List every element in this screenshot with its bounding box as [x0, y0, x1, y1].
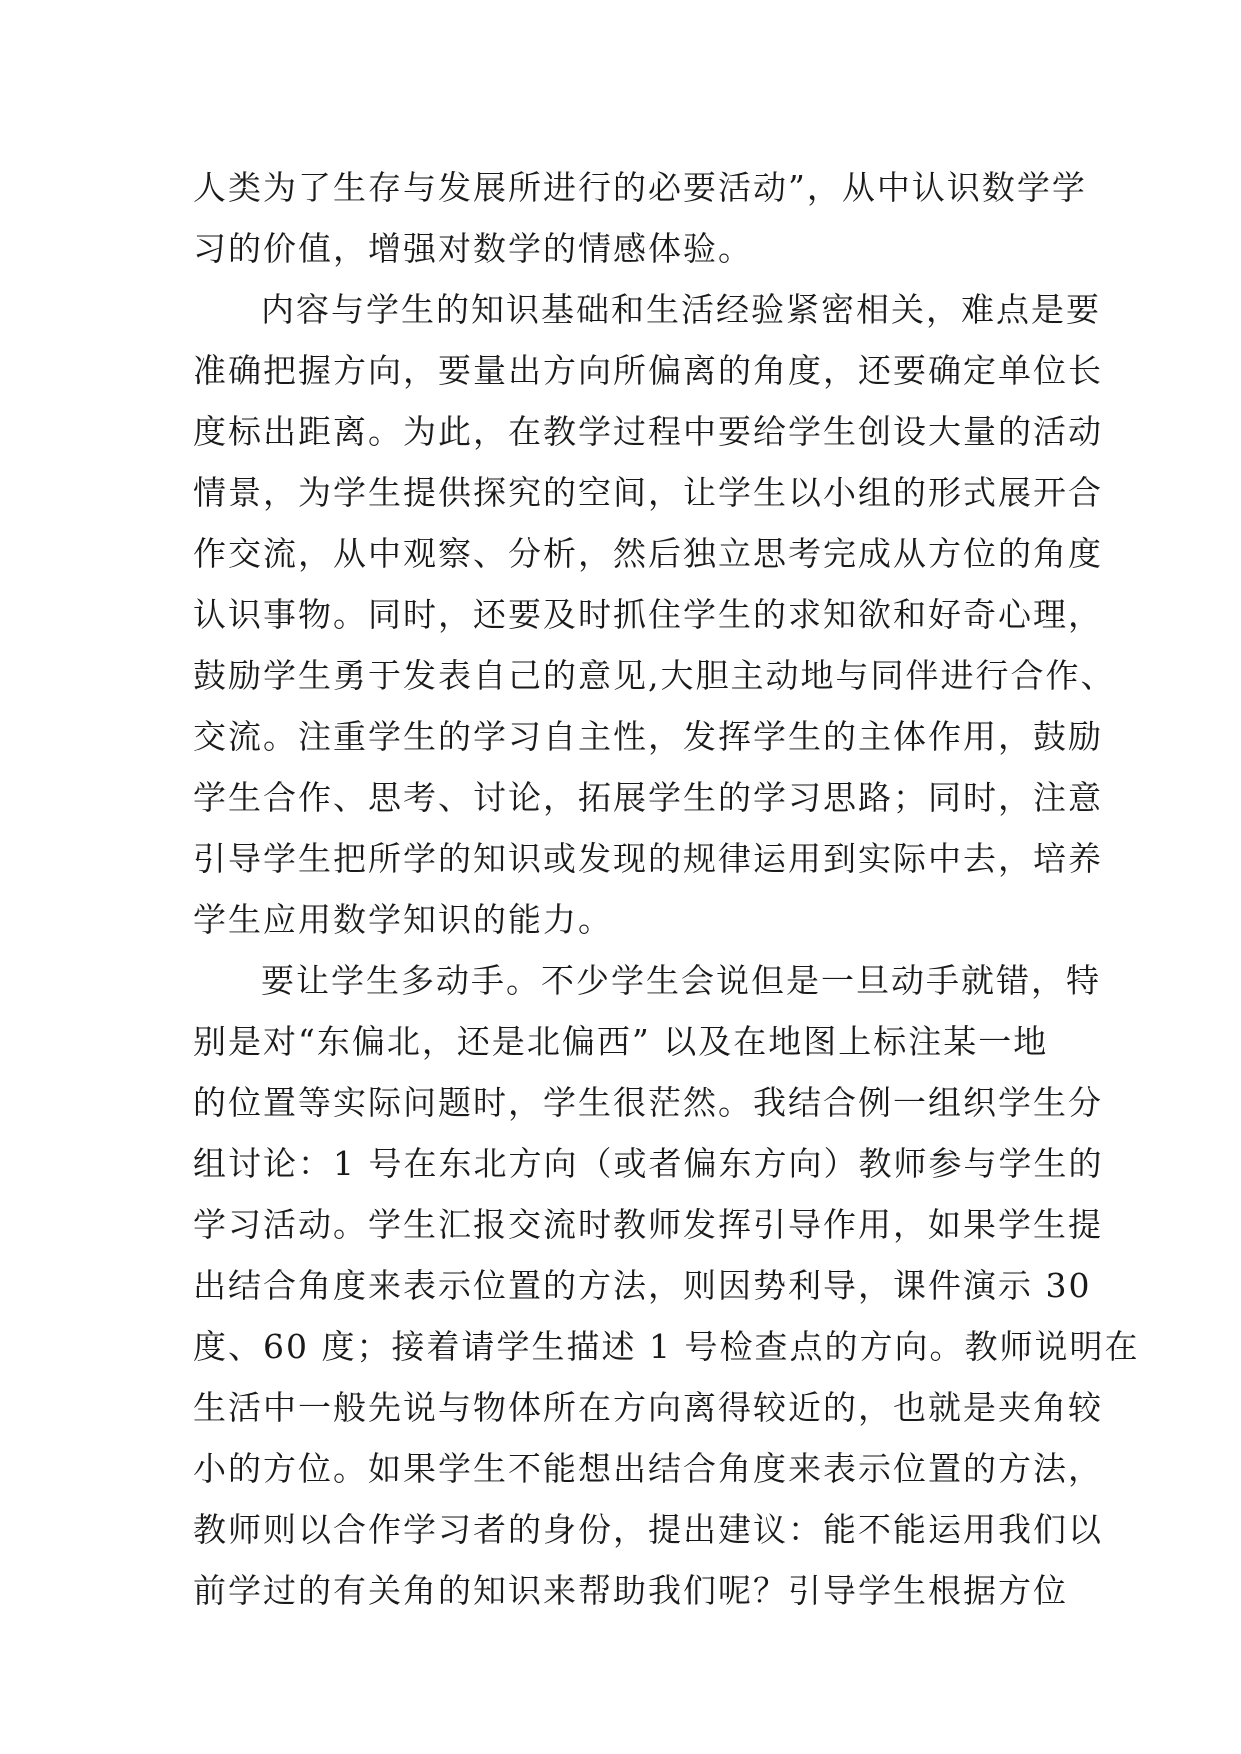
text-line: 前学过的有关角的知识来帮助我们呢？引导学生根据方位: [193, 1571, 1068, 1610]
text-line: 别是对“东偏北，还是北偏西” 以及在地图上标注某一地: [193, 1022, 1049, 1061]
text-line: 小的方位。如果学生不能想出结合角度来表示位置的方法，: [193, 1449, 1103, 1488]
text-line: 情景，为学生提供探究的空间，让学生以小组的形式展开合: [193, 473, 1103, 512]
text-line: 交流。注重学生的学习自主性，发挥学生的主体作用，鼓励: [193, 717, 1103, 756]
text-line: 度、60 度；接着请学生描述 1 号检查点的方向。教师说明在: [193, 1327, 1140, 1366]
text-line: 学习活动。学生汇报交流时教师发挥引导作用，如果学生提: [193, 1205, 1103, 1244]
text-line: 人类为了生存与发展所进行的必要活动”，从中认识数学学: [193, 168, 1087, 207]
text-line: 出结合角度来表示位置的方法，则因势利导，课件演示 30: [193, 1266, 1092, 1305]
text-line: 组讨论：1 号在东北方向（或者偏东方向）教师参与学生的: [193, 1144, 1104, 1183]
text-line: 生活中一般先说与物体所在方向离得较近的，也就是夹角较: [193, 1388, 1103, 1427]
text-line: 教师则以合作学习者的身份，提出建议：能不能运用我们以: [193, 1510, 1103, 1549]
text-line: 鼓励学生勇于发表自己的意见,大胆主动地与同伴进行合作、: [193, 656, 1116, 695]
text-line: 引导学生把所学的知识或发现的规律运用到实际中去，培养: [193, 839, 1103, 878]
text-line: 的位置等实际问题时，学生很茫然。我结合例一组织学生分: [193, 1083, 1103, 1122]
text-line: 习的价值，增强对数学的情感体验。: [193, 229, 753, 268]
text-line: 准确把握方向，要量出方向所偏离的角度，还要确定单位长: [193, 351, 1103, 390]
paragraph-first-line: 内容与学生的知识基础和生活经验紧密相关，难点是要: [261, 290, 1101, 329]
text-line: 学生合作、思考、讨论，拓展学生的学习思路；同时，注意: [193, 778, 1103, 817]
text-line: 度标出距离。为此，在教学过程中要给学生创设大量的活动: [193, 412, 1103, 451]
body-text: [193, 157, 1140, 1621]
text-line: 学生应用数学知识的能力。: [193, 900, 613, 939]
text-line: 认识事物。同时，还要及时抓住学生的求知欲和好奇心理，: [193, 595, 1103, 634]
paragraph-first-line: 要让学生多动手。不少学生会说但是一旦动手就错，特: [261, 961, 1101, 1000]
text-line: 作交流，从中观察、分析，然后独立思考完成从方位的角度: [193, 534, 1103, 573]
